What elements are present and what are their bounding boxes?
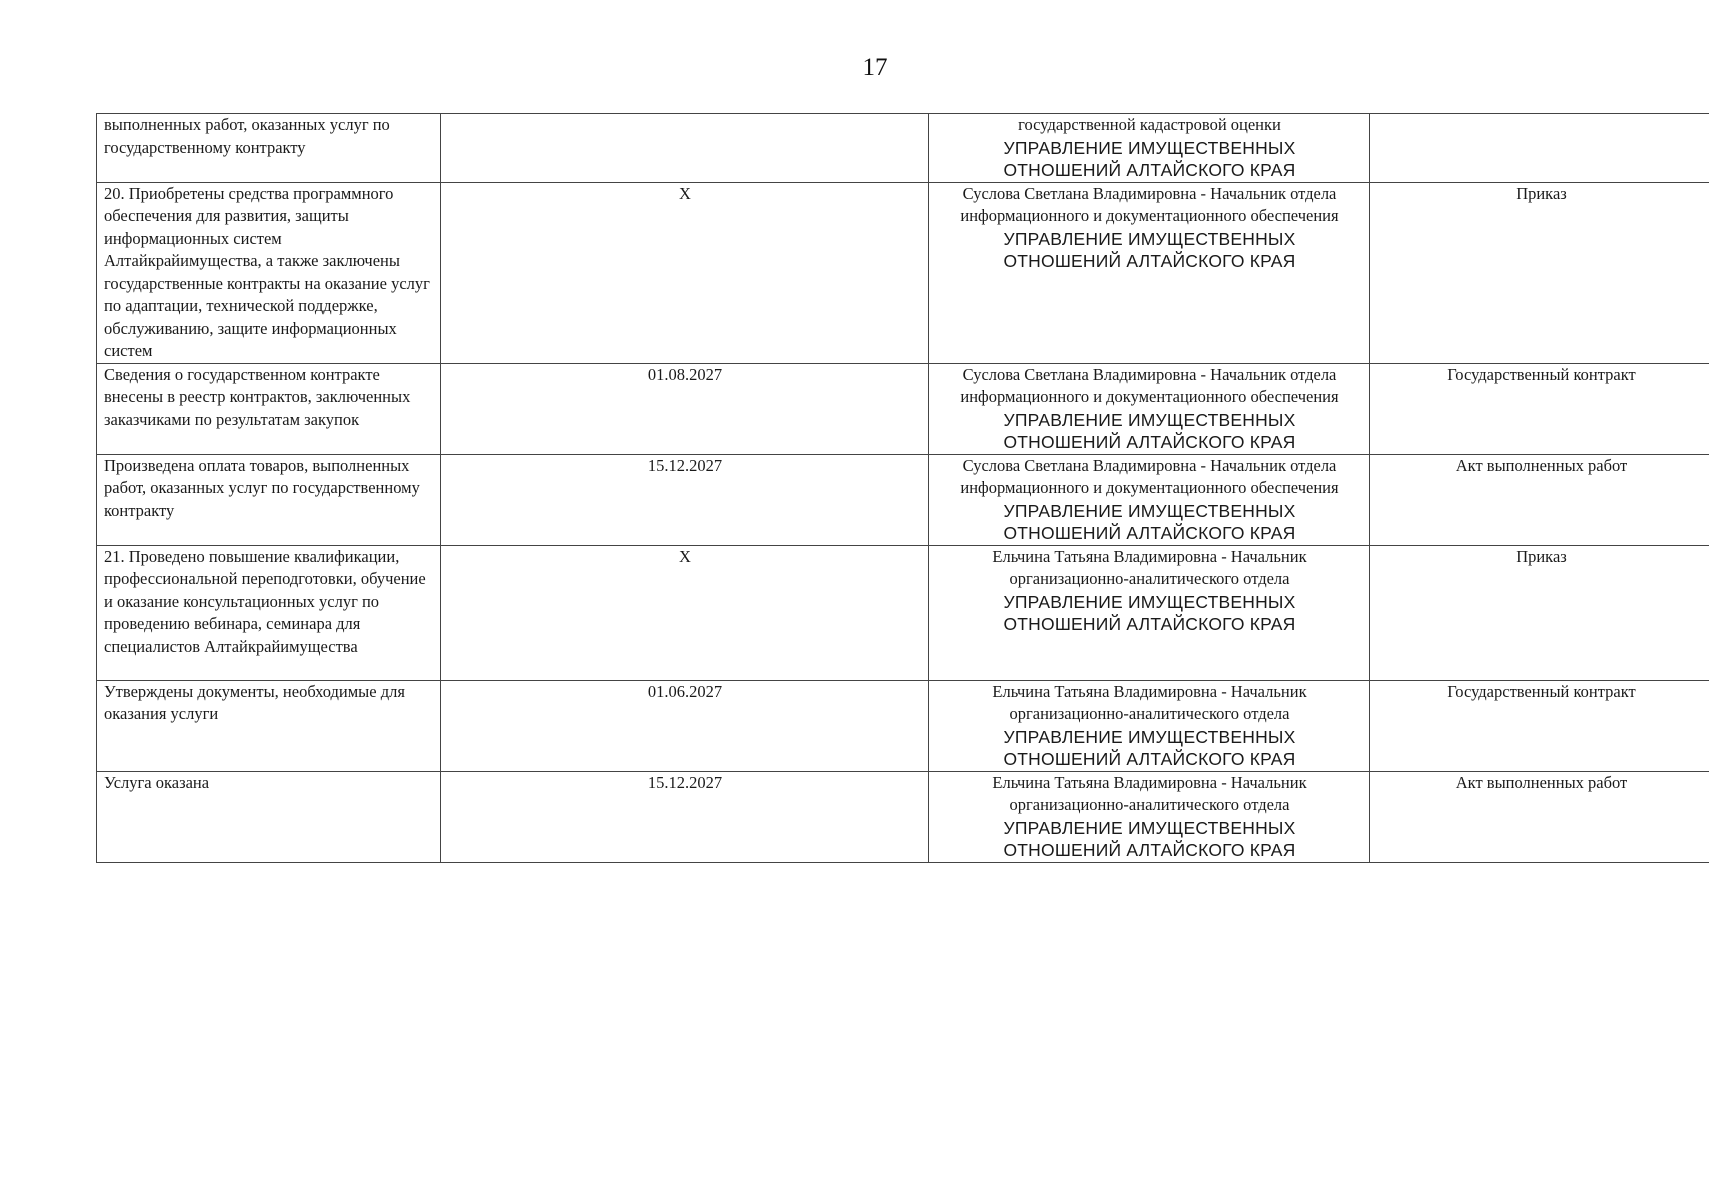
document-type: Акт выполненных работ <box>1455 455 1628 475</box>
event-cell: Сведения о государственном контракте внесены в реестр контрактов, заключенных заказчиками по результатам закупок <box>97 363 441 454</box>
table-row <box>97 454 1709 545</box>
document-cell <box>1370 182 1709 363</box>
table-row-item-21 <box>97 545 1709 680</box>
responsible-department: организационно-аналитического отдела <box>1009 569 1290 588</box>
responsible-cell <box>929 545 1370 680</box>
document-cell <box>1370 114 1709 183</box>
responsible-department: государственной кадастровой оценки <box>1018 115 1281 134</box>
date-cell: 01.06.2027 <box>441 680 929 771</box>
document-type: Приказ <box>1516 183 1567 203</box>
responsible-organization: УПРАВЛЕНИЕ ИМУЩЕСТВЕННЫХ ОТНОШЕНИЙ АЛТАЙСКОГО КРАЯ <box>1003 228 1296 271</box>
responsible-organization: УПРАВЛЕНИЕ ИМУЩЕСТВЕННЫХ ОТНОШЕНИЙ АЛТАЙСКОГО КРАЯ <box>1003 500 1296 543</box>
document-type: Приказ <box>1516 546 1567 566</box>
event-cell: выполненных работ, оказанных услуг по государственному контракту <box>97 114 441 183</box>
responsible-cell <box>929 680 1370 771</box>
responsible-organization: УПРАВЛЕНИЕ ИМУЩЕСТВЕННЫХ ОТНОШЕНИЙ АЛТАЙСКОГО КРАЯ <box>1003 726 1296 769</box>
table-row <box>97 363 1709 454</box>
responsible-cell <box>929 363 1370 454</box>
event-cell: Произведена оплата товаров, выполненных работ, оказанных услуг по государственному контракту <box>97 454 441 545</box>
document-cell <box>1370 454 1709 545</box>
document-cell <box>1370 363 1709 454</box>
document-type: Акт выполненных работ <box>1455 772 1628 792</box>
responsible-organization: УПРАВЛЕНИЕ ИМУЩЕСТВЕННЫХ ОТНОШЕНИЙ АЛТАЙСКОГО КРАЯ <box>1003 137 1296 180</box>
responsible-department: организационно-аналитического отдела <box>1009 704 1290 723</box>
responsible-department: информационного и документационного обеспечения <box>960 387 1339 406</box>
responsible-department: организационно-аналитического отдела <box>1009 795 1290 814</box>
date-cell <box>441 114 929 183</box>
table-row-item-20 <box>97 182 1709 363</box>
page-number: 17 <box>862 54 888 81</box>
responsible-person: Суслова Светлана Владимировна - Начальник отдела <box>962 364 1337 384</box>
table-row <box>97 680 1709 771</box>
responsible-cell <box>929 771 1370 862</box>
table-row <box>97 771 1709 862</box>
event-cell: Утверждены документы, необходимые для оказания услуги <box>97 680 441 771</box>
responsible-organization: УПРАВЛЕНИЕ ИМУЩЕСТВЕННЫХ ОТНОШЕНИЙ АЛТАЙСКОГО КРАЯ <box>1003 409 1296 452</box>
date-cell: 15.12.2027 <box>441 454 929 545</box>
responsible-person: Ельчина Татьяна Владимировна - Начальник <box>992 681 1307 701</box>
date-cell: 01.08.2027 <box>441 363 929 454</box>
document-cell <box>1370 545 1709 680</box>
document-cell <box>1370 680 1709 771</box>
implementation-plan-table <box>96 113 1709 863</box>
responsible-cell <box>929 454 1370 545</box>
date-cell: X <box>441 545 929 680</box>
responsible-person: Суслова Светлана Владимировна - Начальник отдела <box>962 455 1337 475</box>
document-cell <box>1370 771 1709 862</box>
responsible-organization: УПРАВЛЕНИЕ ИМУЩЕСТВЕННЫХ ОТНОШЕНИЙ АЛТАЙСКОГО КРАЯ <box>1003 817 1296 860</box>
responsible-person: Ельчина Татьяна Владимировна - Начальник <box>992 772 1307 792</box>
responsible-organization: УПРАВЛЕНИЕ ИМУЩЕСТВЕННЫХ ОТНОШЕНИЙ АЛТАЙСКОГО КРАЯ <box>1003 591 1296 634</box>
responsible-department: информационного и документационного обеспечения <box>960 206 1339 225</box>
responsible-person: Суслова Светлана Владимировна - Начальник отдела <box>962 183 1337 203</box>
plan-table-container <box>96 113 1709 863</box>
responsible-cell <box>929 182 1370 363</box>
date-cell: 15.12.2027 <box>441 771 929 862</box>
responsible-department: информационного и документационного обеспечения <box>960 478 1339 497</box>
document-type: Государственный контракт <box>1447 364 1636 384</box>
responsible-person: Ельчина Татьяна Владимировна - Начальник <box>992 546 1307 566</box>
event-cell: Услуга оказана <box>97 771 441 862</box>
event-cell: 21. Проведено повышение квалификации, профессиональной переподготовки, обучение и оказание консультационных услуг по проведению вебинара, семинара для специалистов Алтайкрайимущества <box>97 545 441 680</box>
table-row-continuation <box>97 114 1709 183</box>
date-cell: X <box>441 182 929 363</box>
document-type: Государственный контракт <box>1447 681 1636 701</box>
event-cell: 20. Приобретены средства программного обеспечения для развития, защиты информационных систем Алтайкрайимущества, а также заключены государственные контракты на оказание услуг по адаптации, технической поддержке, обслуживанию, защите информационных систем <box>97 182 441 363</box>
responsible-cell <box>929 114 1370 183</box>
